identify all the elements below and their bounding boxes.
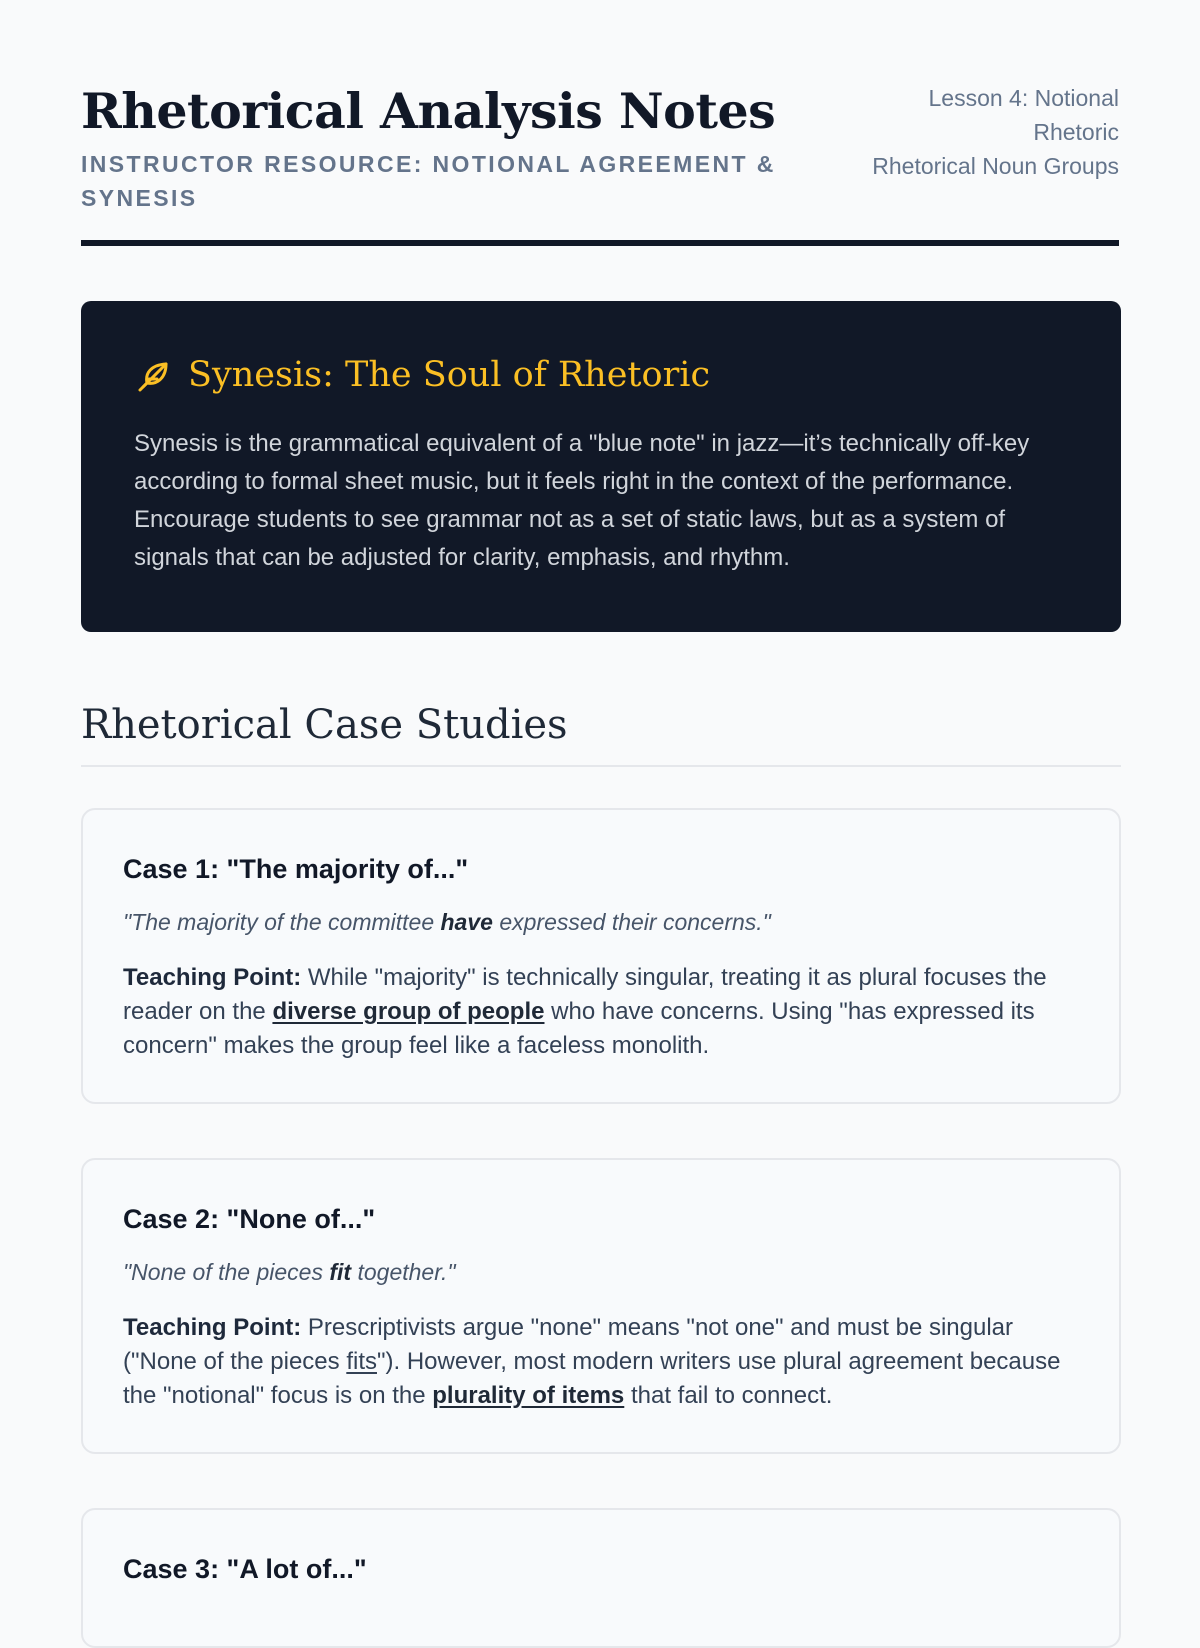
synesis-card-heading xyxy=(134,349,1068,401)
lesson-title-line-2: Rhetoric xyxy=(1033,119,1119,145)
case-example-before: "None of the pieces xyxy=(123,1259,330,1285)
case-example-emphasis: fit xyxy=(329,1259,352,1285)
teaching-point xyxy=(123,1311,1079,1413)
case-study-card xyxy=(81,808,1121,1104)
teaching-point-text: "). However, most modern writers use plural agreement because the "notional" focus is on the xyxy=(123,1348,1061,1409)
teaching-point-emphasis: diverse group of people xyxy=(272,998,545,1025)
teaching-point-text: that fail to connect. xyxy=(624,1382,833,1409)
case-example-after: together." xyxy=(351,1259,456,1285)
case-title: Case 1: "The majority of..." xyxy=(123,854,469,884)
case-example-after: expressed their concerns." xyxy=(492,909,771,935)
case-example-emphasis: have xyxy=(440,909,493,935)
case-title: Case 3: "A lot of..." xyxy=(123,1554,367,1584)
page-title: Rhetorical Analysis Notes xyxy=(81,82,776,140)
teaching-point-text: who have concerns. Using "has expressed its concern" makes the group feel like a faceless monolith. xyxy=(123,998,1035,1059)
synesis-card-title: Synesis: The Soul of Rhetoric xyxy=(188,355,711,395)
teaching-point-emphasis: plurality of items xyxy=(432,1382,625,1409)
teaching-point-underlined: fits xyxy=(346,1348,377,1375)
synesis-highlight-card xyxy=(81,301,1121,632)
teaching-point-text: Prescriptivists argue "none" means "not one" and must be singular ("None of the pieces xyxy=(123,1314,1014,1375)
teaching-point-label: Teaching Point: xyxy=(123,1314,302,1341)
teaching-point xyxy=(123,961,1079,1063)
case-example xyxy=(123,905,1079,939)
case-title: Case 2: "None of..." xyxy=(123,1204,376,1234)
case-example-before: "The majority of the committee xyxy=(123,909,441,935)
lesson-title-line-1: Lesson 4: Notional xyxy=(928,85,1119,111)
teaching-point-text: While "majority" is technically singular, treating it as plural focuses the reader on the xyxy=(123,964,1047,1025)
synesis-card-body: Synesis is the grammatical equivalent of a "blue note" in jazz—it’s technically off-key according to formal sheet music, but it feels right in the context of the performance. Encourage students to see grammar not as a set of static laws, but as a system of signals that can be adjusted for clarity, emphasis, and rhythm. xyxy=(134,430,1030,571)
page-subtitle: INSTRUCTOR RESOURCE: NOTIONAL AGREEMENT & SYNESIS xyxy=(81,151,776,211)
feather-icon xyxy=(134,356,174,396)
case-study-card xyxy=(81,1158,1121,1454)
case-studies-heading: Rhetorical Case Studies xyxy=(81,699,1121,767)
case-study-card xyxy=(81,1508,1121,1648)
teaching-point-label: Teaching Point: xyxy=(123,964,302,991)
case-example xyxy=(123,1255,1079,1289)
document-header xyxy=(81,0,1119,246)
lesson-meta xyxy=(809,81,1119,183)
lesson-topic: Rhetorical Noun Groups xyxy=(872,153,1119,179)
